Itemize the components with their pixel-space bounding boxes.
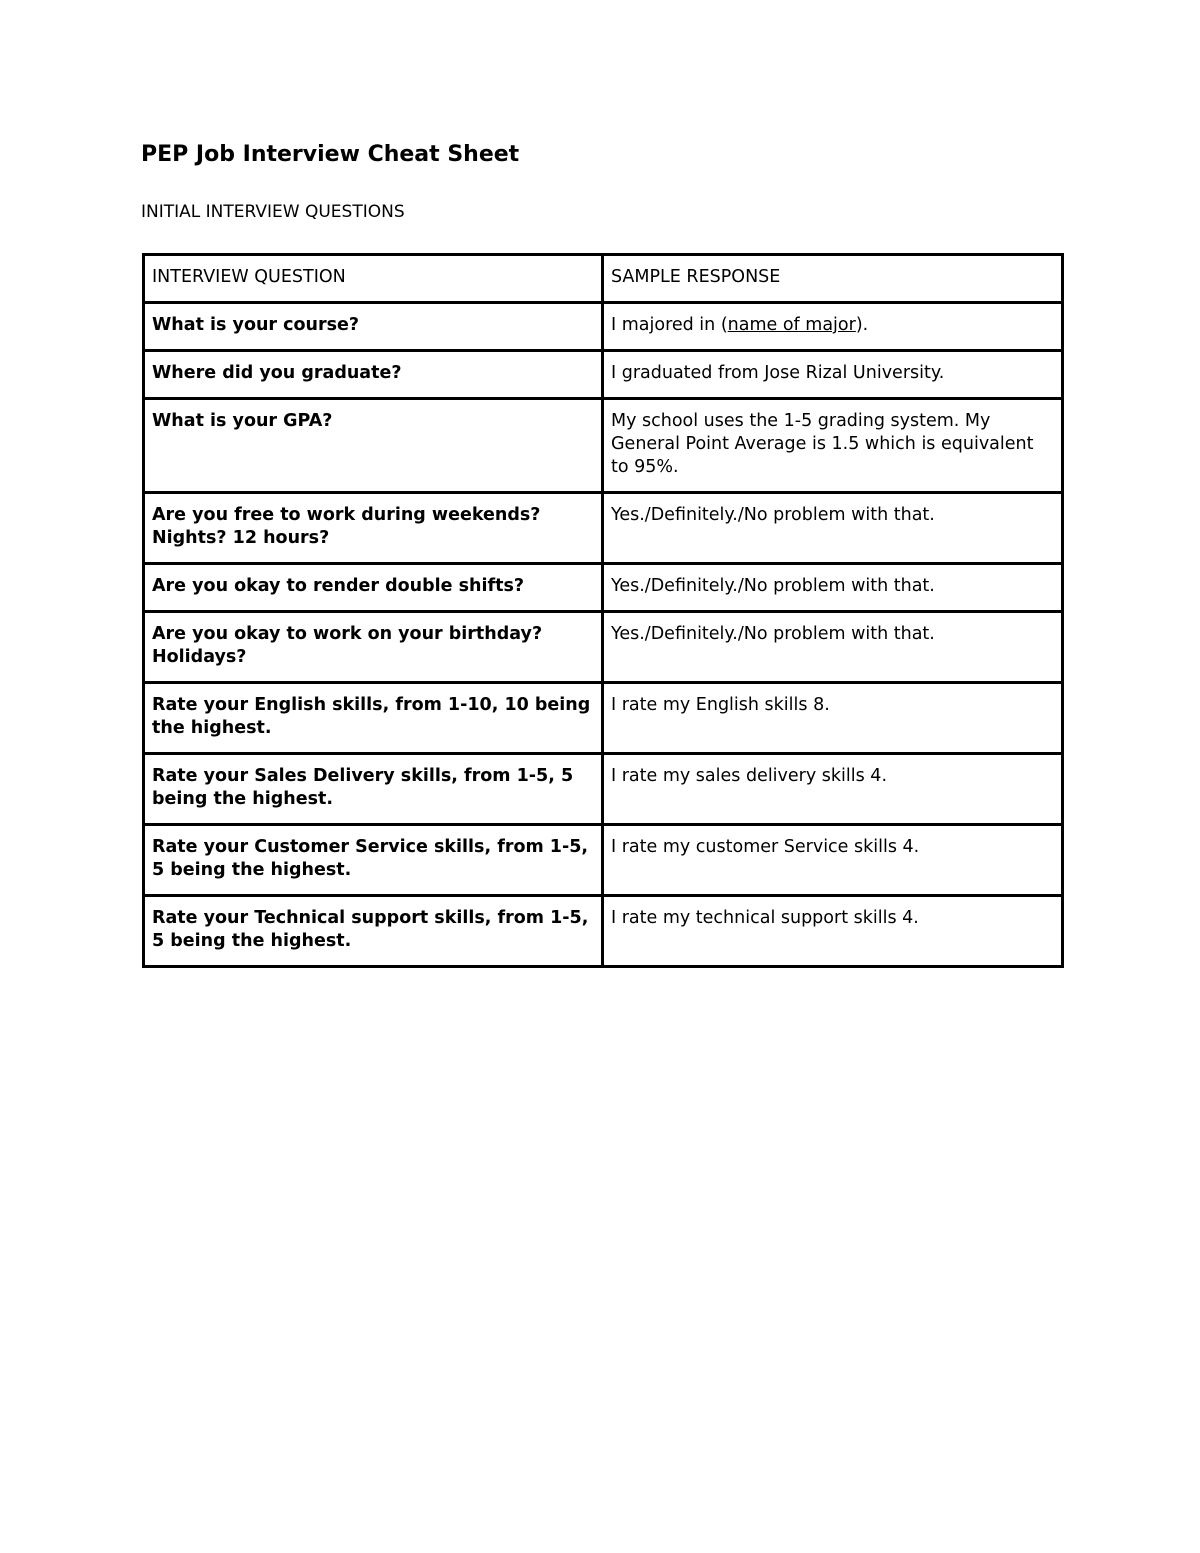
response-cell: Yes./Definitely./No problem with that. xyxy=(603,612,1063,683)
question-cell: Are you okay to work on your birthday? Holidays? xyxy=(144,612,603,683)
response-cell: I rate my English skills 8. xyxy=(603,683,1063,754)
question-cell: Rate your English skills, from 1-10, 10 being the highest. xyxy=(144,683,603,754)
table-row xyxy=(144,754,1063,825)
question-cell: Are you free to work during weekends? Nights? 12 hours? xyxy=(144,493,603,564)
question-cell: Rate your Customer Service skills, from 1-5, 5 being the highest. xyxy=(144,825,603,896)
response-placeholder-underlined: name of major xyxy=(727,315,856,335)
response-cell: I graduated from Jose Rizal University. xyxy=(603,351,1063,399)
table-row xyxy=(144,493,1063,564)
response-cell: Yes./Definitely./No problem with that. xyxy=(603,493,1063,564)
table-row xyxy=(144,351,1063,399)
question-cell: What is your GPA? xyxy=(144,399,603,493)
question-cell: Rate your Sales Delivery skills, from 1-5, 5 being the highest. xyxy=(144,754,603,825)
response-cell xyxy=(603,303,1063,351)
question-cell: Are you okay to render double shifts? xyxy=(144,564,603,612)
header-sample-response: SAMPLE RESPONSE xyxy=(603,255,1063,303)
response-cell: Yes./Definitely./No problem with that. xyxy=(603,564,1063,612)
response-text-prefix: I majored in ( xyxy=(611,315,728,335)
question-cell: Where did you graduate? xyxy=(144,351,603,399)
response-text-suffix: ). xyxy=(855,315,869,335)
section-heading: INITIAL INTERVIEW QUESTIONS xyxy=(141,202,405,222)
table-header-row xyxy=(144,255,1063,303)
question-cell: Rate your Technical support skills, from 1-5, 5 being the highest. xyxy=(144,896,603,967)
table-row xyxy=(144,303,1063,351)
header-interview-question: INTERVIEW QUESTION xyxy=(144,255,603,303)
table-row xyxy=(144,896,1063,967)
response-cell: I rate my customer Service skills 4. xyxy=(603,825,1063,896)
response-cell: I rate my technical support skills 4. xyxy=(603,896,1063,967)
document-title: PEP Job Interview Cheat Sheet xyxy=(141,142,520,167)
table-row xyxy=(144,399,1063,493)
table-row xyxy=(144,683,1063,754)
interview-qa-table xyxy=(142,253,1064,968)
response-cell: I rate my sales delivery skills 4. xyxy=(603,754,1063,825)
response-cell: My school uses the 1-5 grading system. My General Point Average is 1.5 which is equivalent to 95%. xyxy=(603,399,1063,493)
table-row xyxy=(144,612,1063,683)
question-cell: What is your course? xyxy=(144,303,603,351)
table-row xyxy=(144,825,1063,896)
table-row xyxy=(144,564,1063,612)
